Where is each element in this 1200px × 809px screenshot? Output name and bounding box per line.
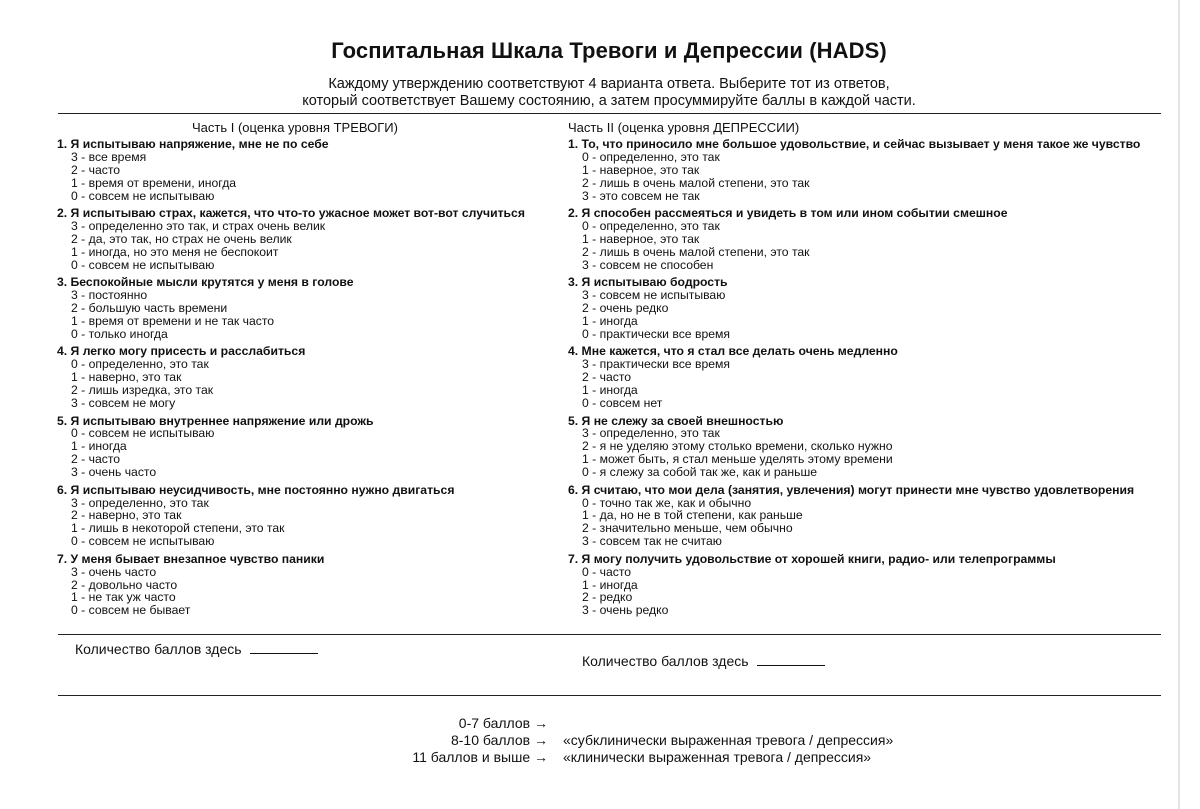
page-edge xyxy=(1178,0,1180,809)
divider-bottom xyxy=(58,695,1161,696)
answer-option: 1 - иногда xyxy=(71,439,127,454)
answer-option: 1 - наверное, это так xyxy=(582,231,700,246)
answer-option: 3 - практически все время xyxy=(582,357,730,372)
anxiety-question xyxy=(57,276,657,341)
score-label: Количество баллов здесь xyxy=(582,653,749,669)
anxiety-question xyxy=(57,415,657,480)
answer-option: 3 - это совсем не так xyxy=(582,188,700,203)
answer-option: 0 - я слежу за собой так же, как и раньше xyxy=(582,465,818,480)
answer-option: 3 - определенно это так, и страх очень велик xyxy=(71,219,326,234)
answer-option: 0 - практически все время xyxy=(582,326,730,341)
answer-option: 0 - совсем не испытываю xyxy=(71,534,215,549)
answer-option: 0 - определенно, это так xyxy=(582,149,720,164)
answer-option: 1 - лишь в некоторой степени, это так xyxy=(71,521,285,536)
answer-option: 0 - совсем не испытываю xyxy=(71,257,215,272)
divider-top xyxy=(58,113,1161,114)
question-text: 7. У меня бывает внезапное чувство паники xyxy=(57,551,325,566)
question-text: 3. Беспокойные мысли крутятся у меня в голове xyxy=(57,275,354,290)
answer-option: 2 - лишь в очень малой степени, это так xyxy=(582,244,810,259)
anxiety-score-field[interactable] xyxy=(75,641,318,657)
answer-option: 2 - я не уделяю этому столько времени, сколько нужно xyxy=(582,439,893,454)
answer-option: 3 - совсем не испытываю xyxy=(582,288,726,303)
anxiety-heading: Часть I (оценка уровня ТРЕВОГИ) xyxy=(192,120,398,135)
anxiety-question xyxy=(57,553,657,618)
answer-option: 0 - только иногда xyxy=(71,326,168,341)
question-text: 6. Я считаю, что мои дела (занятия, увлечения) могут принести мне чувство удовлетворения xyxy=(568,482,1135,497)
anxiety-question xyxy=(57,345,657,410)
anxiety-column xyxy=(57,120,657,622)
answer-option: 0 - совсем не испытываю xyxy=(71,188,215,203)
depression-score-field[interactable] xyxy=(582,653,825,669)
answer-option: 0 - определенно, это так xyxy=(71,357,209,372)
answer-option: 2 - часто xyxy=(71,452,121,467)
answer-option: 2 - очень редко xyxy=(582,301,669,316)
answer-option: 1 - не так уж часто xyxy=(71,590,176,605)
answer-option: 1 - иногда xyxy=(582,313,638,328)
instructions xyxy=(0,76,1200,110)
instruction-line: который соответствует Вашему состоянию, а затем просуммируйте баллы в каждой части. xyxy=(302,93,916,109)
depression-question xyxy=(568,345,1168,410)
answer-option: 3 - совсем так не считаю xyxy=(582,534,722,549)
question-text: 3. Я испытываю бодрость xyxy=(568,275,728,290)
answer-option: 0 - часто xyxy=(582,564,632,579)
answer-option: 1 - иногда, но это меня не беспокоит xyxy=(71,244,279,259)
answer-option: 2 - значительно меньше, чем обычно xyxy=(582,521,793,536)
range-description: «клинически выраженная тревога / депрессия» xyxy=(563,749,872,765)
range-item: 11 баллов и выше → xyxy=(412,749,548,765)
answer-option: 0 - определенно, это так xyxy=(582,219,720,234)
score-label: Количество баллов здесь xyxy=(75,641,242,657)
answer-option: 2 - часто xyxy=(582,370,632,385)
depression-question xyxy=(568,484,1168,549)
page-title: Госпитальная Шкала Тревоги и Депрессии (HADS) xyxy=(331,38,887,63)
answer-option: 3 - очень часто xyxy=(71,465,157,480)
answer-option: 2 - часто xyxy=(71,162,121,177)
answer-option: 1 - да, но не в той степени, как раньше xyxy=(582,508,803,523)
depression-question xyxy=(568,138,1168,203)
answer-option: 1 - наверное, это так xyxy=(582,162,700,177)
question-text: 5. Я не слежу за своей внешностью xyxy=(568,413,784,428)
answer-option: 3 - определенно, это так xyxy=(582,426,720,441)
divider-middle xyxy=(58,634,1161,635)
anxiety-question xyxy=(57,484,657,549)
question-text: 1. То, что приносило мне большое удовольствие, и сейчас вызывает у меня такое же чувство xyxy=(568,137,1141,151)
depression-question xyxy=(568,415,1168,480)
range-item: 8-10 баллов → xyxy=(450,732,548,748)
range-descriptions xyxy=(563,732,893,766)
answer-option: 3 - совсем не могу xyxy=(71,396,176,410)
answer-option: 3 - определенно, это так xyxy=(71,495,209,510)
question-text: 6. Я испытываю неусидчивость, мне постоянно нужно двигаться xyxy=(57,482,455,497)
range-description: «субклинически выраженная тревога / депрессия» xyxy=(563,732,894,748)
score-ranges xyxy=(380,715,548,766)
answer-option: 1 - время от времени, иногда xyxy=(71,175,237,190)
answer-option: 1 - наверно, это так xyxy=(71,370,182,385)
question-text: 2. Я способен рассмеяться и увидеть в том или ином событии смешное xyxy=(568,206,1008,221)
answer-option: 3 - все время xyxy=(71,149,147,164)
question-text: 4. Мне кажется, что я стал все делать очень медленно xyxy=(568,344,898,359)
instruction-line: Каждому утверждению соответствуют 4 варианта ответа. Выберите тот из ответов, xyxy=(328,76,890,92)
answer-option: 3 - постоянно xyxy=(71,288,148,303)
question-text: 4. Я легко могу присесть и расслабиться xyxy=(57,344,306,359)
answer-option: 0 - точно так же, как и обычно xyxy=(582,495,752,510)
answer-option: 2 - наверно, это так xyxy=(71,508,182,523)
anxiety-question xyxy=(57,207,657,272)
answer-option: 2 - редко xyxy=(582,590,633,605)
score-blank[interactable] xyxy=(757,653,825,666)
question-text: 1. Я испытываю напряжение, мне не по себе xyxy=(57,137,329,151)
answer-option: 3 - совсем не способен xyxy=(582,257,714,272)
question-text: 7. Я могу получить удовольствие от хорошей книги, радио- или телепрограммы xyxy=(568,551,1056,566)
question-text: 5. Я испытываю внутреннее напряжение или дрожь xyxy=(57,413,374,428)
range-item: 0-7 баллов → xyxy=(458,715,548,731)
answer-option: 1 - иногда xyxy=(582,577,638,592)
question-text: 2. Я испытываю страх, кажется, что что-то ужасное может вот-вот случиться xyxy=(57,206,525,221)
answer-option: 0 - совсем нет xyxy=(582,396,663,410)
answer-option: 3 - очень редко xyxy=(582,603,669,618)
answer-option: 0 - совсем не испытываю xyxy=(71,426,215,441)
answer-option: 2 - довольно часто xyxy=(71,577,178,592)
depression-heading: Часть II (оценка уровня ДЕПРЕССИИ) xyxy=(568,120,800,135)
score-blank[interactable] xyxy=(250,641,318,654)
answer-option: 2 - да, это так, но страх не очень велик xyxy=(71,231,292,246)
depression-question xyxy=(568,276,1168,341)
depression-column xyxy=(568,120,1168,622)
answer-option: 1 - время от времени и не так часто xyxy=(71,313,275,328)
answer-option: 1 - иногда xyxy=(582,383,638,398)
answer-option: 0 - совсем не бывает xyxy=(71,603,191,618)
depression-question xyxy=(568,553,1168,618)
answer-option: 3 - очень часто xyxy=(71,564,157,579)
answer-option: 1 - может быть, я стал меньше уделять этому времени xyxy=(582,452,893,467)
anxiety-question xyxy=(57,138,657,203)
depression-question xyxy=(568,207,1168,272)
answer-option: 2 - лишь в очень малой степени, это так xyxy=(582,175,810,190)
answer-option: 2 - большую часть времени xyxy=(71,301,228,316)
answer-option: 2 - лишь изредка, это так xyxy=(71,383,214,398)
